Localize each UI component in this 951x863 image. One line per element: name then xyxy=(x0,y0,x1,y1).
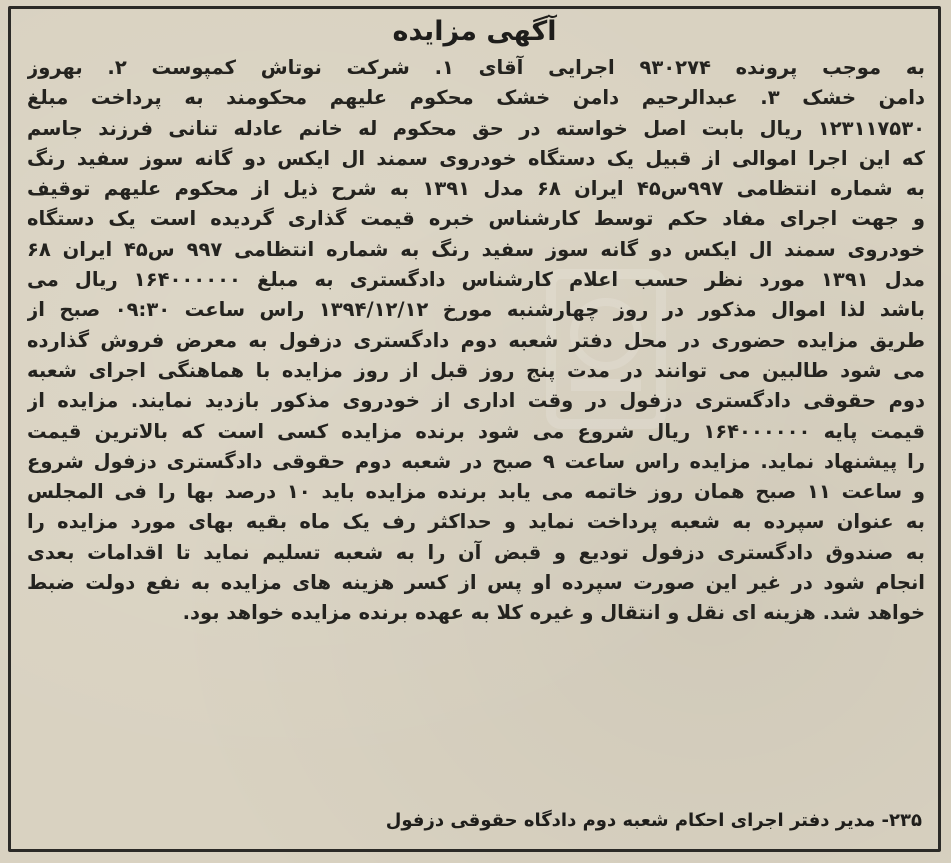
notice-line: که این اجرا اموالی از قبیل یک دستگاه خودروی سمند ال ایکس دو گانه سوز سفید رنگ xyxy=(27,146,925,170)
notice-line: به عنوان سپرده به شعبه پرداخت نماید و حداکثر رف یک ماه بقیه بهای مورد مزایده را xyxy=(27,510,925,534)
notice-line: و ساعت ۱۱ صبح همان روز خاتمه می یابد برنده مزایده باید ۱۰ درصد بها را فی المجلس xyxy=(27,480,925,504)
notice-line: می شود طالبین می توانند در مدت پنج روز قبل از روز مزایده با هماهنگی اجرای شعبه xyxy=(27,358,925,382)
notice-line: باشد لذا اموال مذکور در روز چهارشنبه مورخ ۱۳۹۴/۱۲/۱۲ راس ساعت ۰۹:۳۰ صبح از xyxy=(27,298,925,322)
notice-line: خودروی سمند ال ایکس دو گانه سوز سفید رنگ به شماره انتظامی ۹۹۷ س۴۵ ایران ۶۸ xyxy=(27,237,925,261)
notice-body xyxy=(27,53,925,629)
notice-border-box xyxy=(8,6,941,852)
notice-line: و جهت اجرای مفاد حکم توسط کارشناس خبره قیمت گذاری گردیده است یک دستگاه xyxy=(27,207,925,231)
notice-line: خواهد شد. هزینه ای نقل و انتقال و غیره کلا به عهده برنده مزایده خواهد بود. xyxy=(182,601,925,625)
notice-line: دوم حقوقی دادگستری دزفول در وقت اداری از خودروی مذکور بازدید نمایند. مزایده از xyxy=(27,389,925,413)
notice-line: قیمت پایه ۱۶۴۰۰۰۰۰۰ ریال شروع می شود برنده مزایده کسی است که بالاترین قیمت xyxy=(27,419,925,443)
notice-line: به صندوق دادگستری دزفول تودیع و قبض آن را به شعبه تسلیم نماید تا اقدامات بعدی xyxy=(27,540,925,564)
notice-signature: ۲۳۵- مدیر دفتر اجرای احکام شعبه دوم دادگاه حقوقی دزفول xyxy=(385,810,922,831)
notice-line: ۱۲۳۱۱۷۵۳۰ ریال بابت اصل خواسته در حق محکوم له خانم عادله تنانی فرزند جاسم xyxy=(27,116,925,140)
notice-title: آگهی مزایده xyxy=(392,16,557,47)
notice-line: به موجب پرونده ۹۳۰۲۷۴ اجرایی آقای ۱. شرکت نوتاش کمپوست ۲. بهروز xyxy=(27,56,925,79)
notice-line: طریق مزایده حضوری در محل دفتر شعبه دوم دادگستری دزفول به معرض فروش گذارده xyxy=(27,328,925,352)
notice-line: دامن خشک ۳. عبدالرحیم دامن خشک محکوم علیهم محکومند به پرداخت مبلغ xyxy=(27,86,925,110)
notice-line: انجام شود در غیر این صورت سپرده او پس از کسر هزینه های مزایده به نفع دولت ضبط xyxy=(27,571,925,595)
notice-line: را پیشنهاد نماید. مزایده راس ساعت ۹ صبح در شعبه دوم حقوقی دادگستری دزفول شروع xyxy=(27,449,925,473)
notice-line: مدل ۱۳۹۱ مورد نظر حسب اعلام کارشناس دادگستری به مبلغ ۱۶۴۰۰۰۰۰۰ ریال می xyxy=(27,268,925,292)
notice-line: به شماره انتظامی ۹۹۷س۴۵ ایران ۶۸ مدل ۱۳۹۱ به شرح ذیل از محکوم علیهم توقیف xyxy=(27,177,925,201)
